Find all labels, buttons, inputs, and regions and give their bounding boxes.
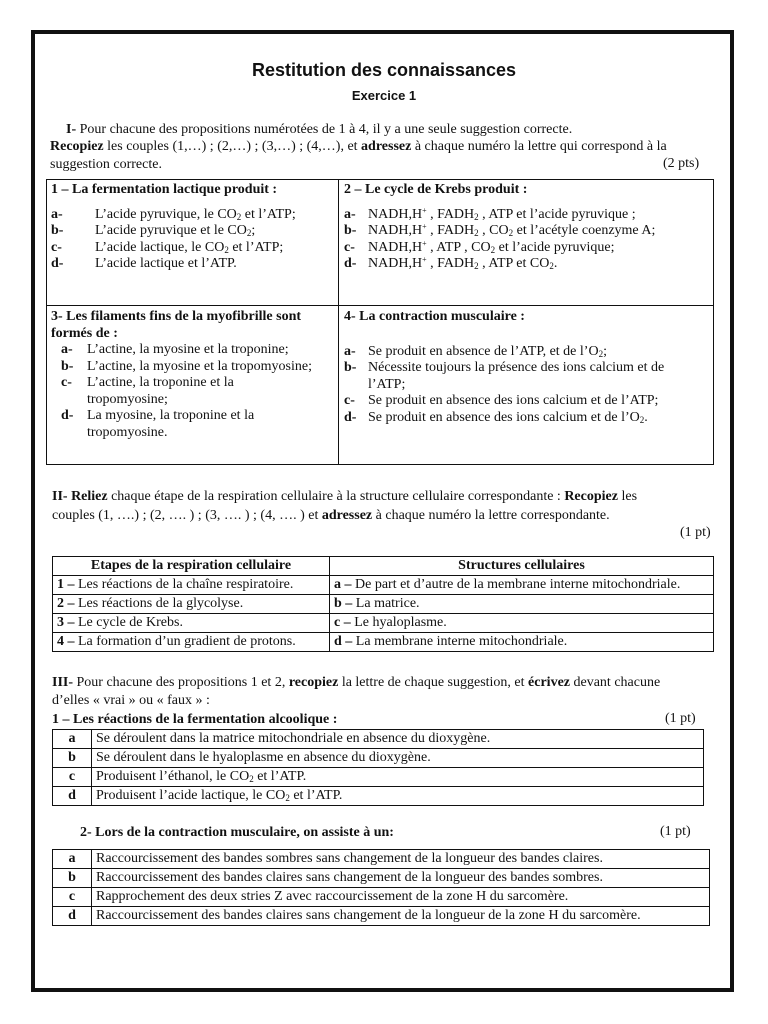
part1-instruction-line3: suggestion correcte. (50, 157, 162, 172)
part1-recopiez: Recopiez (50, 139, 104, 154)
question-2 (344, 182, 712, 273)
question-3-option-c-cont: tropomyosine; (87, 391, 168, 407)
exercise-label: Exercice 1 (351, 88, 417, 103)
question-1-head: 1 – La fermentation lactique produit : (51, 182, 278, 197)
table-row: 1 – Les réactions de la chaîne respiratoire. a – De part et d’autre de la membrane interne mitochondriale. (53, 576, 714, 595)
part1-instruction-line1 (66, 121, 572, 138)
question-2-option-a: a- NADH,H+ , $FADH_2$ , ATP et l’acide pyruvique ; (344, 205, 636, 222)
part2-instruction-line1: II- Reliez chaque étape de la respiration cellulaire à la structure cellulaire correspondante : Recopiez les (52, 489, 638, 504)
question-4-option-d: d- Se produit en absence des ions calcium et de $l’O_2$. (344, 409, 648, 425)
table-row: b Se déroulent dans le hyaloplasme en absence du dioxygène. (53, 749, 704, 768)
table-row: c Produisent l’éthanol, le $CO_2$ et l’ATP. (53, 768, 704, 787)
question-4-option-b: b- Nécessite toujours la présence des ions calcium et de (344, 360, 665, 375)
question-1 (51, 182, 335, 273)
table-row: a Se déroulent dans la matrice mitochondriale en absence du dioxygène. (53, 730, 704, 749)
header-etapes: Etapes de la respiration cellulaire (53, 557, 330, 576)
part2-points: (1 pt) (680, 525, 711, 540)
part2-reliez: Reliez (71, 489, 108, 504)
question-1-option-d: d- L’acide lactique et l’ATP. (51, 256, 237, 271)
question-3-option-a: a- L’actine, la myosine et la troponine; (61, 342, 289, 357)
question-4 (344, 309, 712, 426)
question-3-head-2: formés de : (51, 325, 118, 341)
question-4-option-a: a- Se produit en absence de l’ATP, et de $l’O_2$; (344, 343, 607, 359)
part1-instruction-a: Pour chacune des propositions numérotées de 1 à 4, il y a une seule suggestion correcte. (79, 122, 573, 137)
question-2-option-d: d- NADH,H+ , $FADH_2$ , ATP et $CO_2$. (344, 255, 558, 271)
part2-table (52, 556, 714, 652)
question-2-option-c: c- NADH,H+ , ATP , $CO_2$ et l’acide pyruvique; (344, 238, 615, 255)
part1-points: (2 pts) (663, 156, 700, 171)
table-row: b Raccourcissement des bandes claires sans changement de la longueur des bandes sombres. (53, 869, 710, 888)
question-3-head-1: 3- Les filaments fins de la myofibrille sont (51, 309, 302, 324)
table-row: 3 – Le cycle de Krebs. c – Le hyaloplasme. (53, 614, 714, 633)
question-2-head: 2 – Le cycle de Krebs produit : (344, 182, 528, 197)
question-4-option-c: c- Se produit en absence des ions calcium et de l’ATP; (344, 393, 659, 408)
question-3-option-c: c- L’actine, la troponine et la (61, 375, 234, 390)
table-row: c Rapprochement des deux stries Z avec raccourcissement de la zone H du sarcomère. (53, 888, 710, 907)
part2-label: II- (52, 489, 68, 504)
question-4-head: 4- La contraction musculaire : (344, 309, 525, 324)
part1-adressez: adressez (361, 139, 412, 154)
part1-instruction-line2 (50, 138, 667, 155)
part3-instruction-line1: III- Pour chacune des propositions 1 et 2, recopiez la lettre de chaque suggestion, et écrivez devant chacune (52, 675, 661, 690)
table-row: 2 – Les réactions de la glycolyse. b – La matrice. (53, 595, 714, 614)
part3-q1-table (52, 729, 704, 806)
page-title: Restitution des connaissances (251, 60, 517, 80)
grid-divider-vertical (338, 180, 339, 464)
part3-q2-table (52, 849, 710, 926)
question-1-option-c: c- L’acide lactique, le $CO_2$ et l’ATP; (51, 239, 284, 255)
header-structures: Structures cellulaires (330, 557, 714, 576)
table-row: d Raccourcissement des bandes claires sans changement de la longueur de la zone H du sarcomère. (53, 907, 710, 926)
question-1-option-a: a- L’acide pyruvique, le $CO_2$ et l’ATP; (51, 206, 296, 222)
part3-q2-head: 2- Lors de la contraction musculaire, on assiste à un: (80, 825, 394, 840)
table-row: a Raccourcissement des bandes sombres sans changement de la longueur des bandes claires. (53, 850, 710, 869)
part1-instruction-b-end: à chaque numéro la lettre qui correspond à la (414, 139, 667, 154)
question-2-option-b: b- NADH,H+ , $FADH_2$ , $CO_2$ et l’acétyle coenzyme A; (344, 222, 656, 238)
part1-label: I- (66, 122, 77, 137)
question-3 (51, 309, 335, 441)
part3-q1-head: 1 – Les réactions de la fermentation alcoolique : (52, 712, 338, 727)
part1-instruction-b: les couples (1,…) ; (2,…) ; (3,…) ; (4,…), et (107, 139, 358, 154)
grid-divider-horizontal (47, 305, 713, 306)
part3-instruction-line2: d’elles « vrai » ou « faux » : (52, 693, 210, 708)
part3-q1-points: (1 pt) (665, 711, 696, 726)
part1-question-grid (46, 179, 714, 465)
table-header-row (53, 557, 714, 576)
table-row: 4 – La formation d’un gradient de protons. d – La membrane interne mitochondriale. (53, 633, 714, 652)
part3-label: III- (52, 675, 74, 690)
question-3-option-b: b- L’actine, la myosine et la tropomyosine; (61, 358, 312, 374)
question-3-option-d: d- La myosine, la troponine et la (61, 408, 255, 423)
part2-instruction-line2: couples (1, ….) ; (2, …. ) ; (3, …. ) ; (4, …. ) et adressez à chaque numéro la lettre correspondante. (52, 508, 610, 523)
question-4-option-b-cont: l’ATP; (368, 376, 406, 392)
part3-q2-points: (1 pt) (660, 824, 691, 839)
table-row: d Produisent l’acide lactique, le $CO_2$ et l’ATP. (53, 787, 704, 806)
question-1-option-b: b- L’acide pyruvique et le $CO_2$; (51, 223, 256, 238)
question-3-option-d-cont: tropomyosine. (87, 424, 168, 440)
